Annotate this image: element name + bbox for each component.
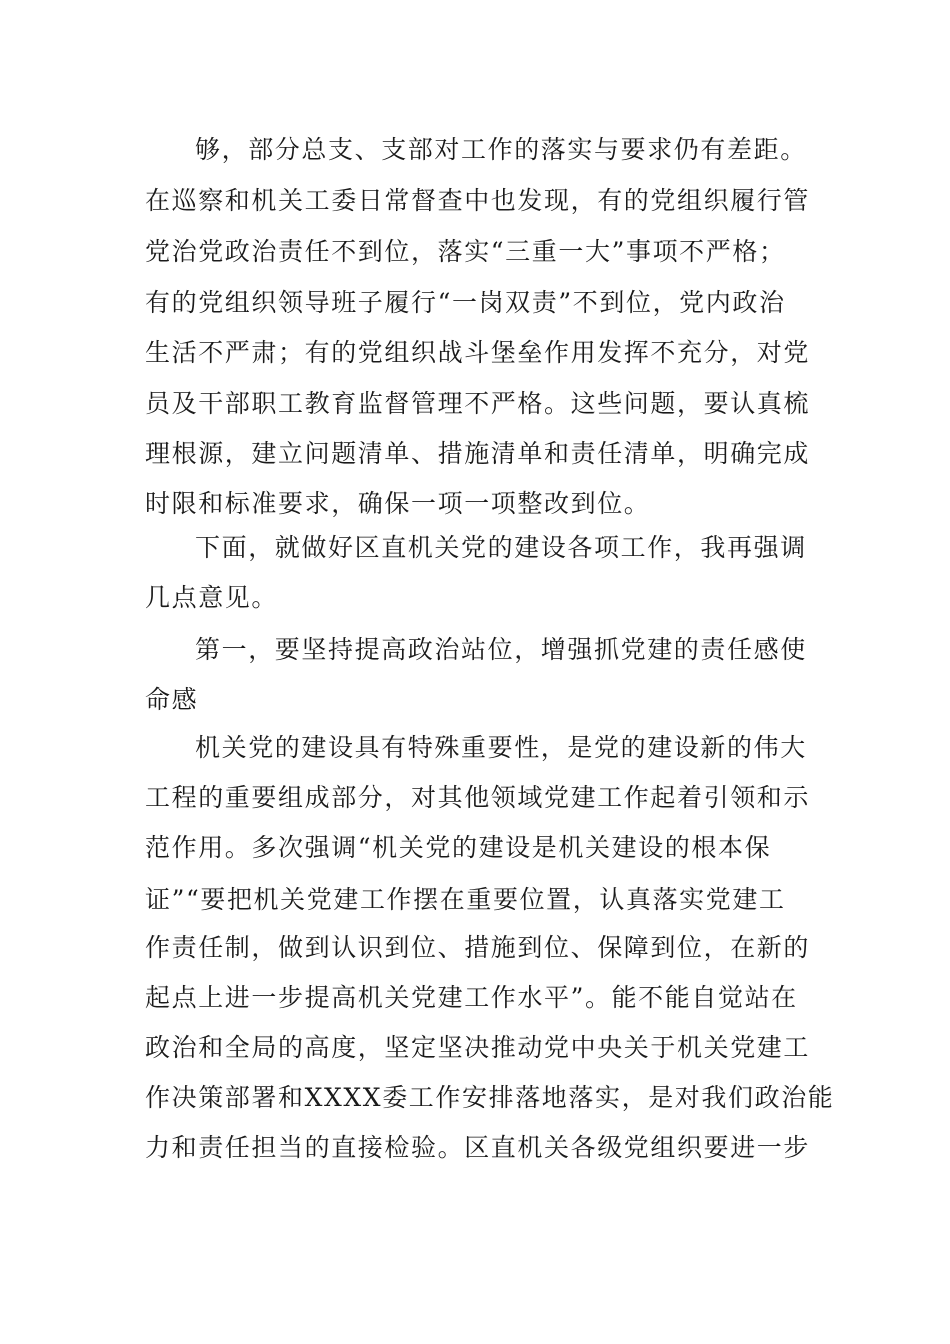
text-line: 机关党的建设具有特殊重要性，是党的建设新的伟大 — [195, 733, 807, 762]
text-line: 够，部分总支、支部对工作的落实与要求仍有差距。 — [195, 135, 807, 164]
text-line: 几点意见。 — [145, 583, 279, 612]
section-heading-line: 命感 — [145, 685, 199, 714]
text-line: 时限和标准要求，确保一项一项整改到位。 — [145, 489, 651, 518]
text-line: 政治和全局的高度，坚定坚决推动党中央关于机关党建工 — [145, 1033, 811, 1062]
section-heading-line: 第一，要坚持提高政治站位，增强抓党建的责任感使 — [195, 635, 807, 664]
text-line: 党治党政治责任不到位，落实“三重一大”事项不严格； — [145, 237, 786, 266]
text-line: 生活不严肃；有的党组织战斗堡垒作用发挥不充分，对党 — [145, 338, 811, 367]
text-line: 证”“要把机关党建工作摆在重要位置，认真落实党建工 — [145, 885, 786, 914]
text-line: 理根源，建立问题清单、措施清单和责任清单，明确完成 — [145, 439, 811, 468]
text-line: 工程的重要组成部分，对其他领域党建工作起着引领和示 — [145, 783, 811, 812]
text-line: 下面，就做好区直机关党的建设各项工作，我再强调 — [195, 533, 807, 562]
text-line: 范作用。多次强调“机关党的建设是机关建设的根本保 — [145, 833, 772, 862]
text-line: 起点上进一步提高机关党建工作水平”。能不能自觉站在 — [145, 983, 798, 1012]
text-line: 作决策部署和XXXX委工作安排落地落实，是对我们政治能 — [145, 1083, 835, 1112]
text-line: 力和责任担当的直接检验。区直机关各级党组织要进一步 — [145, 1133, 811, 1162]
text-line: 作责任制，做到认识到位、措施到位、保障到位，在新的 — [145, 933, 811, 962]
text-line: 有的党组织领导班子履行“一岗双责”不到位，党内政治 — [145, 288, 786, 317]
text-line: 员及干部职工教育监督管理不严格。这些问题，要认真梳 — [145, 389, 811, 418]
text-line: 在巡察和机关工委日常督查中也发现，有的党组织履行管 — [145, 186, 811, 215]
